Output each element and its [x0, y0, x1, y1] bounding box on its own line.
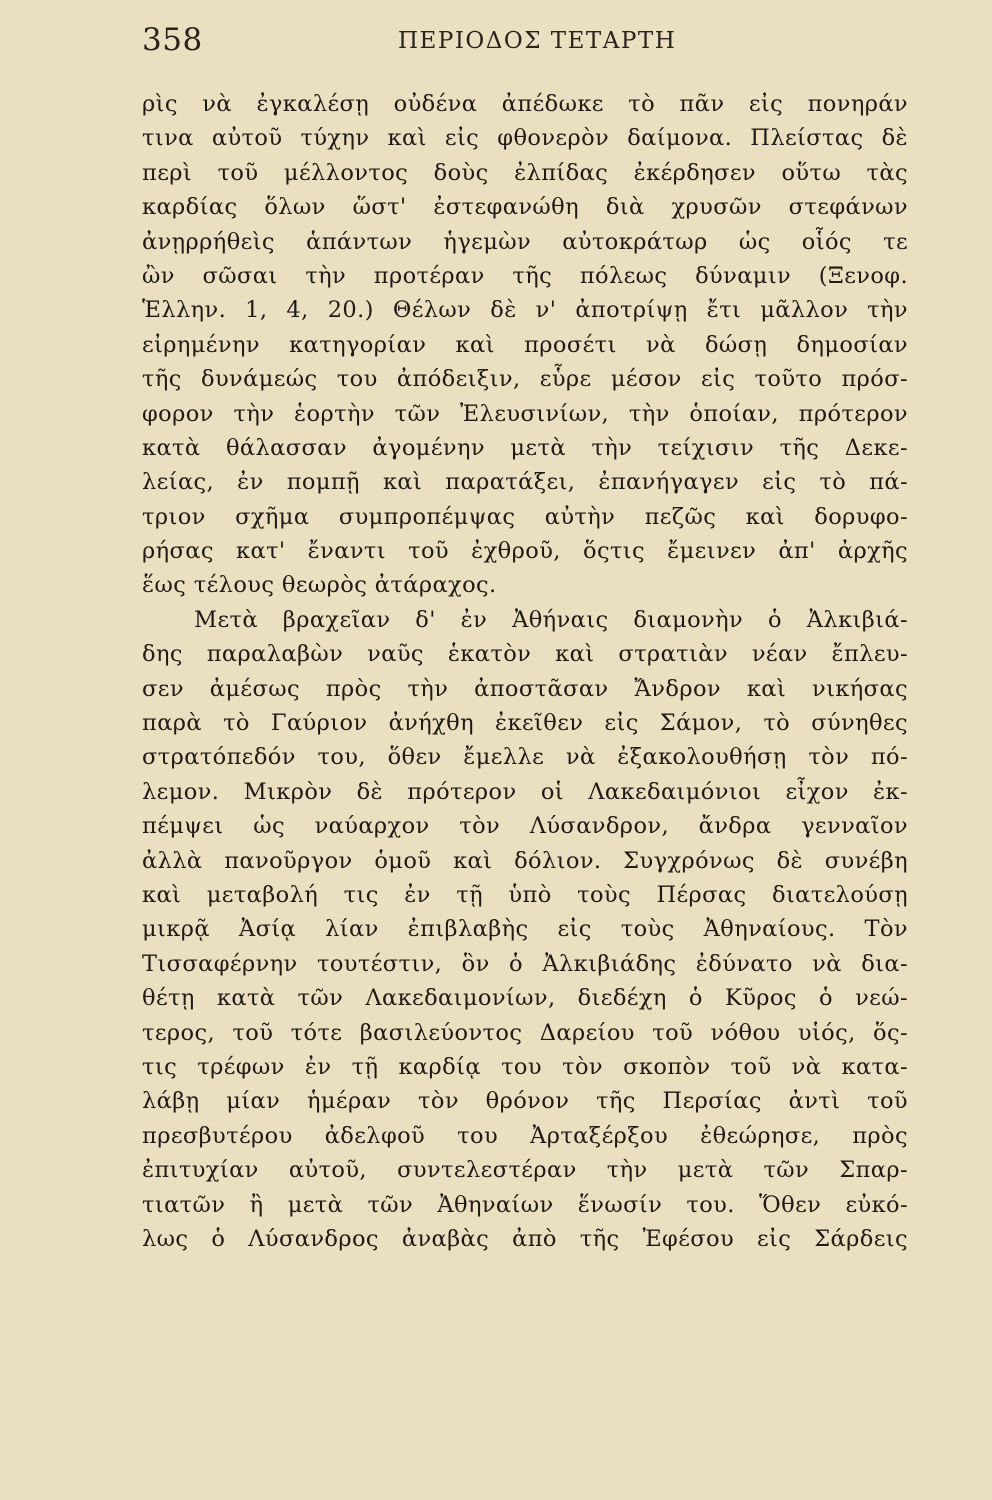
text-line: τῆς δυνάμεώς του ἀπόδειξιν, εὗρε μέσον εἰς τοῦτο πρόσ-: [142, 366, 908, 393]
text-line: ἐπιτυχίαν αὐτοῦ, συντελεστέραν τὴν μετὰ τῶν Σπαρ-: [142, 1157, 908, 1184]
text-line: Τισσαφέρνην τουτέστιν, ὃν ὁ Ἀλκιβιάδης ἐδύνατο νὰ δια-: [142, 950, 908, 977]
text-line: καὶ μεταβολή τις ἐν τῇ ὑπὸ τοὺς Πέρσας διατελούσῃ: [142, 881, 908, 908]
text-line: μικρᾷ Ἀσίᾳ λίαν ἐπιβλαβὴς εἰς τοὺς Ἀθηναίους. Τὸν: [142, 916, 908, 943]
body-text: [142, 87, 908, 1256]
running-head: ΠΕΡΙΟΔΟΣ ΤΕΤΑΡΤΗ: [398, 28, 677, 54]
text-line: λως ὁ Λύσανδρος ἀναβὰς ἀπὸ τῆς Ἐφέσου εἰς Σάρδεις: [142, 1225, 908, 1252]
text-line: λάβῃ μίαν ἡμέραν τὸν θρόνον τῆς Περσίας ἀντὶ τοῦ: [142, 1088, 908, 1115]
text-line: κατὰ θάλασσαν ἀγομένην μετὰ τὴν τείχισιν τῆς Δεκε-: [142, 434, 908, 461]
text-line: δης παραλαβὼν ναῦς ἑκατὸν καὶ στρατιὰν νέαν ἔπλευ-: [142, 641, 908, 668]
text-line: ἀλλὰ πανοῦργον ὁμοῦ καὶ δόλιον. Συγχρόνως δὲ συνέβη: [142, 847, 908, 874]
text-line: εἰρημένην κατηγορίαν καὶ προσέτι νὰ δώσῃ δημοσίαν: [142, 331, 908, 358]
text-line: λεμον. Μικρὸν δὲ πρότερον οἱ Λακεδαιμόνιοι εἶχον ἐκ-: [142, 778, 908, 805]
text-line: ὢν σῶσαι τὴν προτέραν τῆς πόλεως δύναμιν (Ξενοφ.: [142, 262, 908, 289]
text-line: σεν ἀμέσως πρὸς τὴν ἀποστᾶσαν Ἄνδρον καὶ νικήσας: [142, 675, 908, 702]
text-line: ἕως τέλους θεωρὸς ἀτάραχος.: [142, 572, 497, 599]
text-line: πρεσβυτέρου ἀδελφοῦ του Ἀρταξέρξου ἐθεώρησε, πρὸς: [142, 1122, 908, 1149]
text-line: θέτῃ κατὰ τῶν Λακεδαιμονίων, διεδέχη ὁ Κῦρος ὁ νεώ-: [142, 985, 908, 1012]
text-line: τερος, τοῦ τότε βασιλεύοντος Δαρείου τοῦ νόθου υἱός, ὅς-: [142, 1019, 908, 1046]
text-line: περὶ τοῦ μέλλοντος δοὺς ἐλπίδας ἐκέρδησεν οὕτω τὰς: [142, 159, 908, 186]
text-line: τιατῶν ἢ μετὰ τῶν Ἀθηναίων ἕνωσίν του. Ὅθεν εὐκό-: [142, 1191, 908, 1218]
text-line: ρήσας κατ' ἔναντι τοῦ ἐχθροῦ, ὅςτις ἔμεινεν ἀπ' ἀρχῆς: [142, 538, 908, 565]
text-line: Ἑλλην. 1, 4, 20.) Θέλων δὲ ν' ἀποτρίψῃ ἔτι μᾶλλον τὴν: [142, 297, 908, 324]
text-line: καρδίας ὅλων ὥστ' ἐστεφανώθη διὰ χρυσῶν στεφάνων: [142, 194, 908, 221]
page-header: [142, 22, 912, 72]
text-line: φορον τὴν ἑορτὴν τῶν Ἐλευσινίων, τὴν ὁποίαν, πρότερον: [142, 400, 908, 427]
text-line: τινα αὐτοῦ τύχην καὶ εἰς φθονερὸν δαίμονα. Πλείστας δὲ: [142, 125, 908, 152]
text-line: λείας, ἐν πομπῇ καὶ παρατάξει, ἐπανήγαγεν εἰς τὸ πά-: [142, 469, 908, 496]
text-line: τις τρέφων ἐν τῇ καρδίᾳ του τὸν σκοπὸν τοῦ νὰ κατα-: [142, 1053, 908, 1080]
text-line: Μετὰ βραχεῖαν δ' ἐν Ἀθήναις διαμονὴν ὁ Ἀλκιβιά-: [194, 606, 908, 633]
text-line: τριον σχῆμα συμπροπέμψας αὐτὴν πεζῶς καὶ δορυφο-: [142, 503, 908, 530]
text-line: πέμψει ὡς ναύαρχον τὸν Λύσανδρον, ἄνδρα γενναῖον: [142, 813, 908, 840]
text-line: παρὰ τὸ Γαύριον ἀνήχθη ἐκεῖθεν εἰς Σάμον, τὸ σύνηθες: [142, 710, 908, 737]
text-line: στρατόπεδόν του, ὅθεν ἔμελλε νὰ ἐξακολουθήσῃ τὸν πό-: [142, 744, 908, 771]
text-line: ρὶς νὰ ἐγκαλέσῃ οὐδένα ἀπέδωκε τὸ πᾶν εἰς πονηράν: [142, 91, 908, 117]
text-line: ἀνῃρρήθεὶς ἁπάντων ἡγεμὼν αὐτοκράτωρ ὡς οἷός τε: [142, 228, 908, 255]
page-number: 358: [142, 22, 203, 58]
